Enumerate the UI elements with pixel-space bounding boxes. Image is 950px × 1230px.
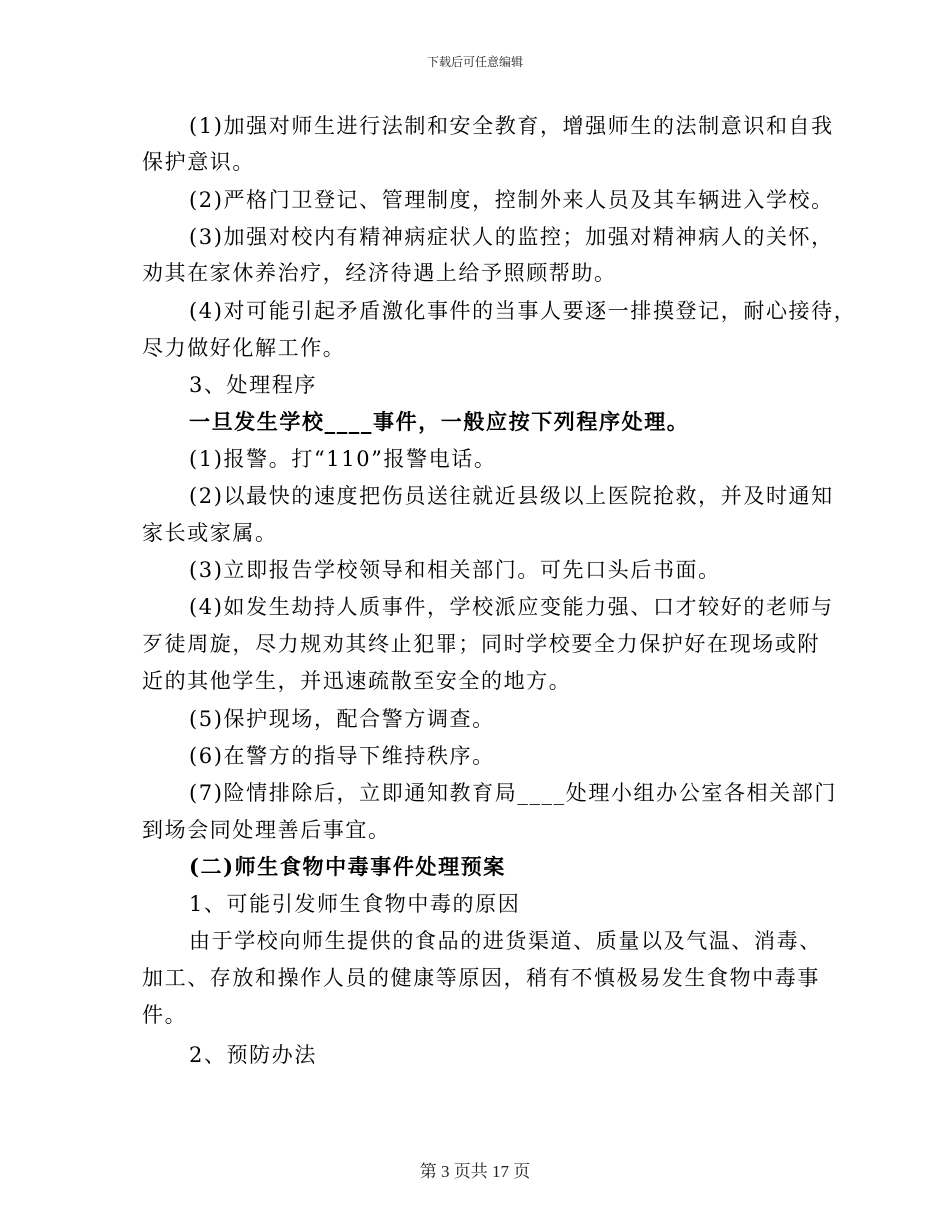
text-line: (4)如发生劫持人质事件，学校派应变能力强、口才较好的老师与 xyxy=(189,595,834,619)
text-line: (4)对可能引起矛盾激化事件的当事人要逐一排摸登记，耐心接待， xyxy=(189,299,857,323)
text-line: 近的其他学生，并迅速疏散至安全的地方。 xyxy=(142,669,572,693)
text-line: 尽力做好化解工作。 xyxy=(142,336,346,360)
text-line: (7)险情排除后，立即通知教育局____处理小组办公室各相关部门 xyxy=(189,781,837,805)
text-line: 由于学校向师生提供的食品的进货渠道、质量以及气温、消毒、 xyxy=(189,929,822,953)
text-line: (2)严格门卫登记、管理制度，控制外来人员及其车辆进入学校。 xyxy=(189,188,834,212)
text-line: (1)报警。打“110”报警电话。 xyxy=(189,447,497,471)
page-footer: 第 3 页共 17 页 xyxy=(419,1162,531,1181)
text-line: 到场会同处理善后事宜。 xyxy=(142,818,391,842)
section-heading: 1、可能引发师生食物中毒的原因 xyxy=(189,892,521,916)
text-line: (6)在警方的指导下维持秩序。 xyxy=(189,744,495,768)
text-line: (3)加强对校内有精神病症状人的监控；加强对精神病人的关怀， xyxy=(189,225,834,249)
text-line: (3)立即报告学校领导和相关部门。可先口头后书面。 xyxy=(189,558,721,582)
text-line: (1)加强对师生进行法制和安全教育，增强师生的法制意识和自我 xyxy=(189,114,834,138)
text-line: 家长或家属。 xyxy=(142,521,278,545)
section-heading: 2、预防办法 xyxy=(189,1043,317,1067)
text-line: 劝其在家休养治疗，经济待遇上给予照顾帮助。 xyxy=(142,261,617,285)
text-line: (5)保护现场，配合警方调查。 xyxy=(189,707,495,731)
section-heading: 3、处理程序 xyxy=(189,373,317,397)
text-line: 件。 xyxy=(142,1003,188,1027)
page-header: 下载后可任意编辑 xyxy=(426,55,523,69)
bold-statement: 一旦发生学校____事件，一般应按下列程序处理。 xyxy=(189,409,690,434)
text-line: (2)以最快的速度把伤员送往就近县级以上医院抢救，并及时通知 xyxy=(189,484,834,508)
text-line: 歹徒周旋，尽力规劝其终止犯罪；同时学校要全力保护好在现场或附 xyxy=(142,632,820,656)
text-line: 保护意识。 xyxy=(142,150,255,174)
section-heading: (二)师生食物中毒事件处理预案 xyxy=(189,854,506,879)
text-line: 加工、存放和操作人员的健康等原因，稍有不慎极易发生食物中毒事 xyxy=(142,966,820,990)
